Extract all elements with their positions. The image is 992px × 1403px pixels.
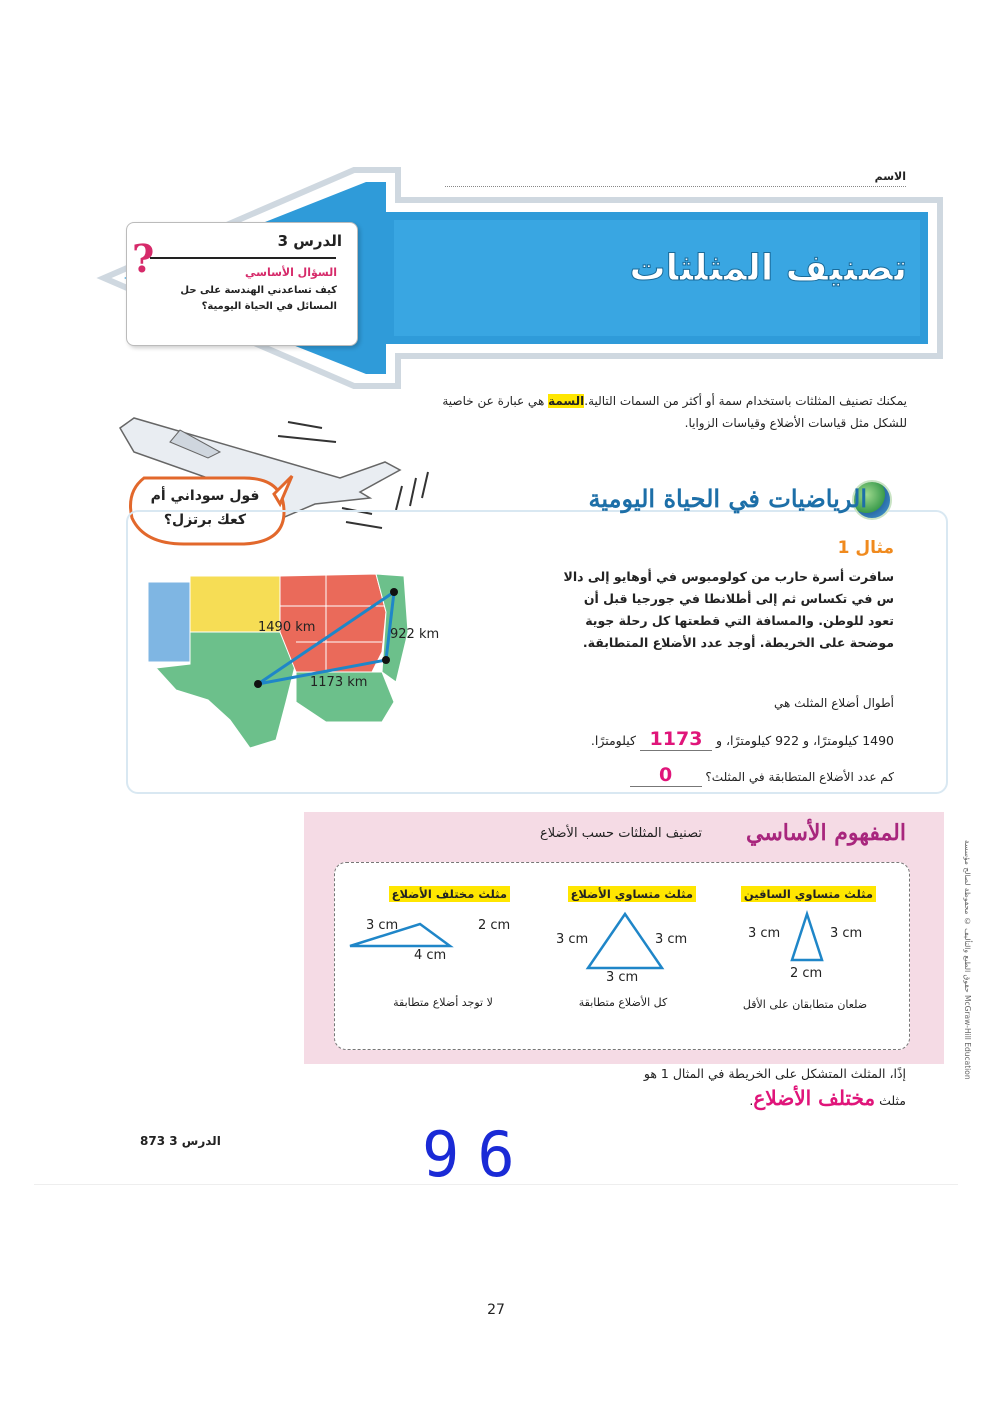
equilateral-side-a: 3 cm bbox=[556, 932, 589, 947]
question-side-lengths: أطوال أضلاع المثلث هي bbox=[773, 696, 894, 710]
isosceles-side-a: 3 cm bbox=[748, 926, 781, 941]
isosceles-label: مثلث متساوي الساقين bbox=[741, 886, 876, 902]
side-lengths-line bbox=[474, 728, 894, 751]
question-mark-icon: ? bbox=[132, 236, 155, 281]
side-lengths-text: 1490 كيلومترًا، و 922 كيلومترًا، و bbox=[715, 733, 894, 748]
scalene-triangle bbox=[350, 924, 450, 946]
conclusion-answer-line bbox=[606, 1086, 906, 1110]
isosceles-description: ضلعان متطابقان على الأقل bbox=[742, 998, 868, 1011]
congruent-sides-answer[interactable]: 0 bbox=[630, 764, 702, 787]
side-length-answer[interactable]: 1173 bbox=[640, 728, 712, 751]
lesson-number: الدرس 3 bbox=[277, 232, 342, 250]
example-label: مثال 1 bbox=[837, 538, 894, 558]
math-daily-life-title: الرياضيات في الحياة اليومية bbox=[588, 484, 867, 513]
key-concept-subtitle: تصنيف المثلثات حسب الأضلاع bbox=[539, 826, 702, 841]
scalene-side-b: 2 cm bbox=[478, 918, 511, 933]
page-number: 27 bbox=[487, 1302, 505, 1318]
intro-part2: هي عبارة عن خاصية للشكل مثل قياسات الأضلاع وقياسات الزوايا. bbox=[442, 394, 907, 430]
flight-map bbox=[146, 572, 416, 752]
scalene-side-c: 4 cm bbox=[414, 948, 447, 963]
isosceles-side-c: 2 cm bbox=[790, 966, 823, 981]
equilateral-side-b: 3 cm bbox=[655, 932, 688, 947]
scalene-description: لا توجد أضلاع متطابقة bbox=[393, 996, 493, 1009]
key-concept-title: المفهوم الأساسي bbox=[745, 820, 906, 846]
intro-paragraph bbox=[437, 390, 907, 434]
equilateral-side-c: 3 cm bbox=[606, 970, 639, 985]
distance-label-1173: 1173 km bbox=[310, 675, 368, 690]
lesson-rule bbox=[150, 257, 336, 259]
distance-label-922: 922 km bbox=[390, 627, 440, 642]
example-text: سافرت أسرة حارب من كولومبوس في أوهايو إلى دالا س في تكساس ثم إلى أطلانطا في جورجيا قبل أن تعود للوطن. والمسافة التي قطعتها كل رحلة جوية موضحة على الخريطة. أوجد عدد الأضلاع المتطابقة. bbox=[563, 569, 894, 650]
scalene-label: مثلث مختلف الأضلاع bbox=[389, 886, 510, 902]
handwritten-score: 96 bbox=[422, 1118, 533, 1191]
conclusion-line: إذًا، المثلث المتشكل على الخريطة في المثال 1 هو bbox=[643, 1066, 906, 1081]
side-lengths-unit: كيلومترًا. bbox=[590, 733, 637, 748]
equilateral-description: كل الأضلاع متطابقة bbox=[578, 996, 668, 1009]
congruent-sides-question: كم عدد الأضلاع المتطابقة في المثلث؟ bbox=[705, 770, 894, 784]
isosceles-side-b: 3 cm bbox=[830, 926, 863, 941]
distance-label-1490: 1490 km bbox=[258, 620, 316, 635]
isosceles-triangle bbox=[792, 914, 822, 960]
congruent-sides-line bbox=[474, 764, 894, 787]
conclusion-answer[interactable]: مختلف الأضلاع bbox=[753, 1086, 876, 1110]
essential-question-text: كيف تساعدني الهندسة على حل المسائل في الحياة اليومية؟ bbox=[180, 285, 337, 312]
attribute-term: السمة bbox=[548, 394, 585, 408]
intro-part1: يمكنك تصنيف المثلثات باستخدام سمة أو أكثر من السمات التالية. bbox=[584, 394, 907, 408]
speech-bubble-text: فول سوداني أم كعك برتزل؟ bbox=[150, 488, 260, 528]
footer-lesson-ref: الدرس 3 873 bbox=[140, 1134, 221, 1148]
lesson-title: تصنيف المثلثات bbox=[629, 248, 907, 289]
equilateral-label: مثلث متساوي الأضلاع bbox=[568, 886, 696, 902]
scalene-side-a: 3 cm bbox=[366, 918, 399, 933]
equilateral-triangle bbox=[588, 914, 662, 968]
name-label: الاسم bbox=[874, 170, 906, 183]
conclusion-suffix: . bbox=[749, 1093, 754, 1108]
conclusion-prefix: مثلث bbox=[879, 1093, 906, 1108]
copyright-credit: حقوق الطبع والتأليف © محفوظة لصالح مؤسسة McGraw-Hill Education bbox=[963, 840, 972, 1080]
bottom-rule bbox=[34, 1184, 958, 1185]
essential-question-label: السؤال الأساسي bbox=[245, 266, 337, 279]
